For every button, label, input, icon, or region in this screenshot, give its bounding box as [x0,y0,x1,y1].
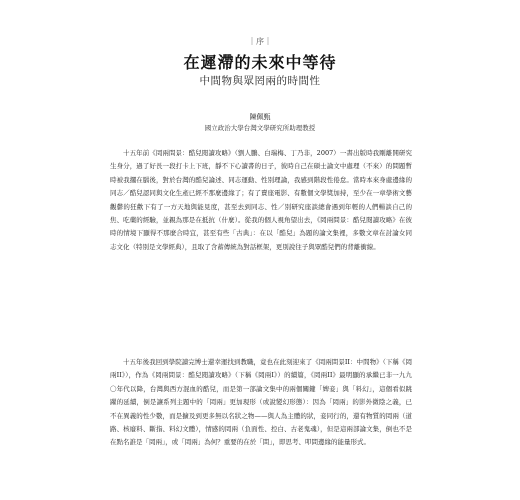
paragraph-text: 十五年前《罔兩問景：酷兒閱讀攻略》（劉人鵬、白瑞梅、丁乃非，2007）一書出版時我剛離開研究生身分，過了好長一段打卡上下班，靜不下心讀書的日子，彼時自己在碩士論文中處理（不來）的問題暫時被我擱在腦後，對於台灣的酷兒論述、同志運動、性別理論，我感到階段性倦怠。當時本來身處邊緣的同志／酷兒認同與文化生產已經不那麼邊緣了；有了賣座電影、有數個文學獎加持，至少在一章學術文藝觀鬱的狂歡下有了一方天地與能見度，甚至去到同志、性／別研究座談總會遇到年輕的人們暢談自己的焦、吃藥的經驗，並親為那是在抵抗（什麼）。從我的個人視角望出去，《罔兩問景：酷兒閱讀攻略》在彼時的情境下顯得不那麼合時宜，甚至有些「古典」：在以「酷兒」為題的論文集裡，多數文章在討論女同志文化（特別是文學經典），且取了含蓄傳統為對話框架，更別說往子與眾酷兒們的背離衝線。 [110,149,412,251]
page-subtitle: 中間物與眾罔兩的時間性 [199,75,321,87]
body-paragraph-2 [110,356,412,450]
author-name: 陳佩甄 [249,113,271,121]
author-affiliation: 國立政治大學台灣文學研究所助理教授 [204,124,316,132]
body-paragraph-1 [110,147,412,254]
paragraph-text: 十五年後我回到學院讀完博士還幸運找到教職，竟也在此刻迎來了《罔兩問景II：中間物》（下稱《罔兩II》），作為《罔兩問景：酷兒閱讀攻略》（下稱《罔兩I》）的續篇，《罔兩II》最明顯的承繼已非一九九〇年代以降，台灣與西方混血的酷兒，而是第一部論文集中的兩個關鍵「婢妾」與「料幻」，這個看似跳躍的延續，倒是讓系列主題中的「罔兩」更加現形（或說變幻形態）：因為「罔兩」的影外微陰之義，已不在異義的性少數，而是擴及到更多無以名狀之物——與人為主體的狀，妾同行的，還有物質的罔兩（道路、核廢料、斷指、料幻文體），情感的罔兩（負面性、控白、古老鬼魂），但是這兩部論文集，倒也不是在點名誰是「罔兩」，或「罔兩」為何？重要的在於「問」，即思考、叩問邊緣的能量形式。 [110,358,412,447]
page-title: 在遲滯的未來中等待 [183,53,337,72]
section-tag: ｜序｜ [248,37,272,46]
